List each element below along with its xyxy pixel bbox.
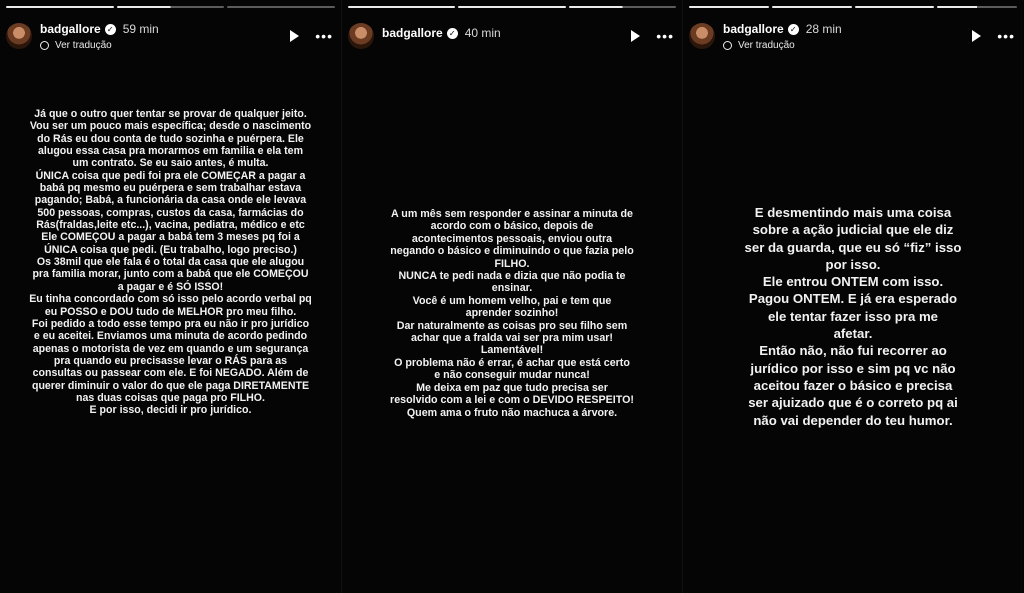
globe-icon: [40, 41, 49, 50]
username[interactable]: badgallore: [40, 22, 101, 36]
progress-bar: [227, 6, 335, 8]
progress-bar: [689, 6, 769, 8]
story-panel[interactable]: [341, 0, 682, 593]
more-options-icon[interactable]: •••: [315, 28, 333, 44]
progress-bar: [117, 6, 225, 8]
avatar[interactable]: [6, 23, 32, 49]
progress-bar: [348, 6, 455, 8]
play-icon[interactable]: [290, 30, 299, 42]
progress-bar: [458, 6, 565, 8]
story-header: [348, 20, 674, 49]
more-options-icon[interactable]: •••: [656, 28, 674, 44]
verified-icon: ✓: [105, 24, 116, 35]
story-meta: [382, 20, 674, 42]
progress-bars: [348, 6, 676, 8]
story-header: [689, 20, 1015, 52]
timestamp: 28 min: [805, 22, 842, 36]
avatar[interactable]: [689, 23, 715, 49]
play-icon[interactable]: [631, 30, 640, 42]
username[interactable]: badgallore: [723, 22, 784, 36]
verified-icon: ✓: [447, 28, 458, 39]
progress-bar: [937, 6, 1017, 8]
translate-link[interactable]: [40, 38, 333, 52]
avatar[interactable]: [348, 23, 374, 49]
globe-icon: [723, 41, 732, 50]
story-header: [6, 20, 333, 52]
verified-icon: ✓: [788, 24, 799, 35]
timestamp: 40 min: [464, 26, 501, 40]
translate-link[interactable]: [723, 38, 1015, 52]
progress-bar: [6, 6, 114, 8]
story-text: A um mês sem responder e assinar a minuta de acordo com o básico, depois de acontecimentos pessoais, enviou outra negando o básico e diminuindo o que fazia pelo FILHO. NUNCA te pedi nada e dizia que não podia te ensinar. Você é um homem velho, pai e tem que aprender sozinho! Dar naturalmente as coisas pro seu filho sem achar que a fralda vai ser pra mim usar! Lamentável! O problema não é errar, é achar que está certo e não conseguir mudar nunca! Me deixa em paz que tudo precisa ser resolvido com a lei e com o DEVIDO RESPEITO! Quem ama o fruto não machuca a árvore.: [390, 208, 634, 419]
username[interactable]: badgallore: [382, 26, 443, 40]
progress-bar: [569, 6, 676, 8]
story-text: Já que o outro quer tentar se provar de qualquer jeito. Vou ser um pouco mais específica; desde o nascimento do Rás eu dou conta de tudo sozinha e puérpera. Ele alugou essa casa pra morarmos em familia e ela tem um contrato. Se eu saio antes, é multa. ÚNICA coisa que pedi foi pra ele COMEÇAR a pagar a babá pq mesmo eu puérpera e sem trabalhar estava pagando; Babá, a funcionária da casa onde ele levava 500 pessoas, compras, custos da casa, farmácias do Rás(fraldas,leite etc...), vacina, pediatra, médico e etc Ele COMEÇOU a pagar a babá tem 3 meses pq foi a ÚNICA coisa que pedi. (Eu trabalho, logo preciso.) Os 38mil que ele fala é o total da casa que ele alugou pra familia morar, junto com a babá que ele COMEÇOU a pagar e é SÓ ISSO! Eu tinha concordado com só isso pelo acordo verbal pq eu POSSO e DOU tudo de MELHOR pro meu filho. Foi pedido a todo esse tempo pra eu não ir pro jurídico e eu aceitei. Enviamos uma minuta de acordo pedindo apenas o motorista de vez em quando e um segurança pra quando eu precisasse levar o RÁS para as consultas ou passear com ele. E foi NEGADO. Além de querer diminuir o valor do que ele paga DIRETAMENTE nas duas coisas que paga pro FILHO. E por isso, decidi ir pro jurídico.: [29, 108, 312, 417]
story-panel[interactable]: [682, 0, 1023, 593]
progress-bars: [6, 6, 335, 8]
story-meta: [723, 20, 1015, 52]
more-options-icon[interactable]: •••: [997, 28, 1015, 44]
progress-bar: [772, 6, 852, 8]
progress-bar: [855, 6, 935, 8]
story-panel[interactable]: [0, 0, 341, 593]
timestamp: 59 min: [122, 22, 159, 36]
translate-label: Ver tradução: [738, 39, 795, 51]
story-text: E desmentindo mais uma coisa sobre a ação judicial que ele diz ser da guarda, que eu só “fiz” isso por isso. Ele entrou ONTEM com isso. Pagou ONTEM. E já era esperado ele tentar fazer isso pra me afetar. Então não, não fui recorrer ao jurídico por isso e sim pq vc não aceitou fazer o básico e precisa ser ajuizado que é o correto pq ai não vai depender do teu humor.: [744, 205, 962, 428]
progress-bars: [689, 6, 1017, 8]
translate-label: Ver tradução: [55, 39, 112, 51]
play-icon[interactable]: [972, 30, 981, 42]
story-meta: [40, 20, 333, 52]
